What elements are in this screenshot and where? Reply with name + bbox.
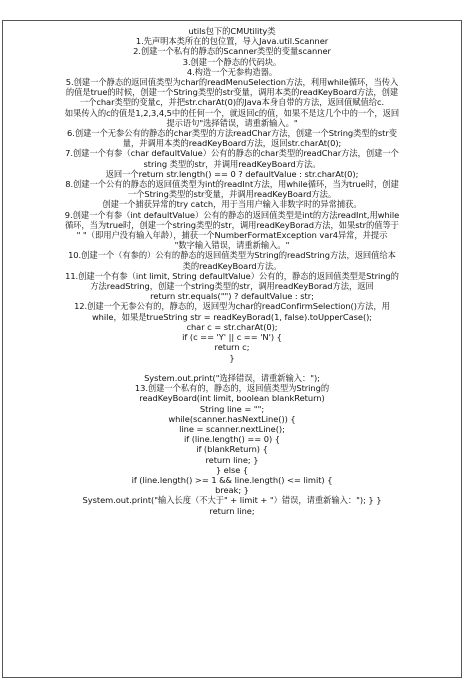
document-body xyxy=(7,26,457,516)
text-line: System.out.print("输入长度（不大于" + limit + "）错误，请重新输入："); } } xyxy=(82,495,382,506)
text-line: 10.创建一个（有参的）公有的静态的返回值类型为String的readString方法，返回值给本 xyxy=(68,250,396,261)
text-line: while(scanner.hasNextLine()) { xyxy=(168,413,296,424)
text-line: return c; xyxy=(214,342,250,353)
text-line: if (line.length() == 0) { xyxy=(184,434,280,445)
text-line: 循环，当为true时，创建一个string类型的str，调用readKeyBorad方法，如果str的值等于 xyxy=(64,219,400,230)
text-line: return str.equals("") ? defaultValue : str; xyxy=(150,291,314,302)
text-line: 8.创建一个公有的静态的返回值类型为int的readInt方法，用while循环，当为true时，创建 xyxy=(65,179,399,190)
text-line: System.out.print("选择错误，请重新输入："); xyxy=(144,372,320,383)
text-line: while，如果是trueString str = readKeyBorad(1, false).toUpperCase(); xyxy=(91,311,373,322)
text-line: "数字输入错误，请重新输入。" xyxy=(174,240,290,251)
text-line: String line = ""; xyxy=(199,403,265,414)
text-line: 6.创建一个无参公有的静态的char类型的方法readChar方法，创建一个String类型的str变 xyxy=(67,128,397,139)
text-line: 3.创建一个静态的代码块。 xyxy=(182,56,282,67)
document-frame xyxy=(2,20,462,678)
text-line: 11.创建一个有参（int limit, String defaultValue）公有的，静态的返回值类型是String的 xyxy=(65,270,399,281)
text-line: break; } xyxy=(215,485,249,496)
text-line: if (c == 'Y' || c == 'N') { xyxy=(182,332,282,343)
text-line: 7.创建一个有参（char defaultValue）公有的静态的char类型的readChar方法，创建一个 xyxy=(65,148,399,159)
text-line: return line; } xyxy=(205,454,259,465)
text-line: if (line.length() >= 1 && line.length() <= limit) { xyxy=(131,474,333,485)
text-line: string 类型的str，并调用readKeyBoard方法。 xyxy=(143,158,321,169)
text-line: 13.创建一个私有的，静态的，返回值类型为String的 xyxy=(134,383,330,394)
text-line: 5.创建一个静态的返回值类型为char的readMenuSelection方法，利用while循环，当传入 xyxy=(65,77,399,88)
text-line: 4.构造一个无参构造器。 xyxy=(186,66,278,77)
text-line: " "（即用户没有输入年龄），捕获一个NumberFormatException var4异常，并提示 xyxy=(76,230,388,241)
text-line: 一个String类型的str变量，并调用readKeyBoard方法。 xyxy=(127,189,337,200)
text-line: 提示语句"选择错误，请重新输入。" xyxy=(166,117,298,128)
text-line: 类的readKeyBoard方法。 xyxy=(182,260,282,271)
text-line: 返回一个return str.length() == 0 ? defaultValue : str.charAt(0); xyxy=(105,168,359,179)
text-line: if (blankReturn) { xyxy=(196,444,268,455)
text-line: 9.创建一个有参（int defaultValue）公有的静态的返回值类型是int的方法readInt,用while xyxy=(64,209,400,220)
text-line: 创建一个捕获异常的try catch，用于当用户输入非数字时的异常捕获。 xyxy=(102,199,362,210)
text-line: readKeyBoard(int limit, boolean blankReturn) xyxy=(139,393,325,404)
text-line: 量，并调用本类的readKeyBoard方法，返回str.charAt(0); xyxy=(122,138,342,149)
text-line: 如果传入的c的值是1,2,3,4,5中的任何一个，就返回c的值，如果不是这几个中的一个，返回 xyxy=(64,107,400,118)
text-line: } else { xyxy=(215,464,249,475)
text-line: char c = str.charAt(0); xyxy=(186,321,278,332)
text-line: line = scanner.nextLine(); xyxy=(179,423,285,434)
text-line: 方法readString，创建一个string类型的str，调用readKeyBorad方法，返回 xyxy=(90,281,374,292)
text-line xyxy=(7,363,457,373)
text-line: 12.创建一个无参公有的，静态的，返回型为char的readConfirmSelection()方法，用 xyxy=(74,301,390,312)
text-line: return line; xyxy=(209,505,255,516)
text-line: 的值是true的时候，创建一个String类型的str变量，调用本类的readKeyBoard方法，创建 xyxy=(65,87,399,98)
text-line: 一个char类型的变量c，并把str.charAt(0)的Java本身自带的方法，返回值赋值给c. xyxy=(79,97,385,108)
text-line: } xyxy=(229,352,235,363)
document-title: utils包下的CMUtility类 xyxy=(188,26,276,36)
text-line: 1.先声明本类所在的包位置，导入Java.util.Scanner xyxy=(135,36,329,47)
text-line: 2.创建一个私有的静态的Scanner类型的变量scanner xyxy=(133,46,331,57)
